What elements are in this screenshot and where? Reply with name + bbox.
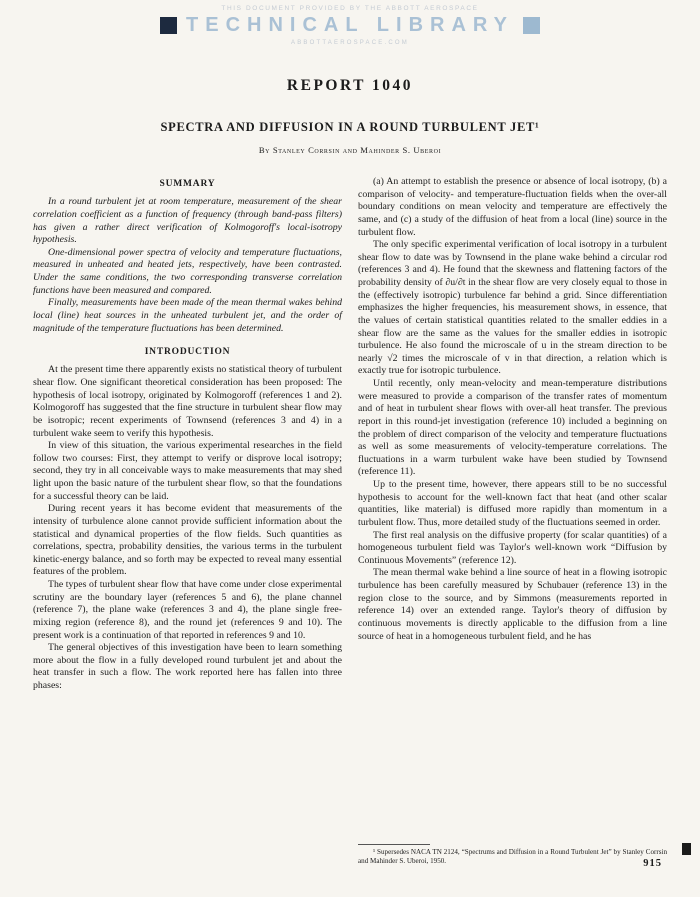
- paragraph: Finally, measurements have been made of the mean thermal wakes behind local (line) heat sources in the unheated turbulent jet, and the order of magnitude of the temperature fluctuations has been determined.: [33, 297, 342, 334]
- logo-light-square-icon: [523, 17, 540, 34]
- byline: By Stanley Corrsin and Mahinder S. Uberoi: [258, 145, 442, 155]
- watermark-provider-text: THIS DOCUMENT PROVIDED BY THE ABBOTT AEROSPACE: [221, 5, 479, 12]
- paragraph: (a) An attempt to establish the presence or absence of local isotropy, (b) a comparison of velocity- and temperature-fluctuation fields when the over-all boundary conditions on mean velocity and temperature are effectively the same, and (c) a study of the diffusion of heat from a local (line) source in the turbulent flow.: [358, 176, 667, 238]
- page-number: 915: [643, 858, 662, 869]
- watermark-title: TECHNICAL LIBRARY: [186, 14, 514, 36]
- paragraph: One-dimensional power spectra of velocity and temperature fluctuations, measured in unheated and heated jets, respectively, have been contrasted. Under the same conditions, the two corresponding transverse correlation functions have been measured and compared.: [33, 246, 342, 296]
- paragraph: The mean thermal wake behind a line source of heat in a flowing isotropic turbulence has been carefully measured by Schubauer (reference 13) in the region close to the source, and by Simmons (measurements reported in reference 14) over an extended range. Taylor's theory of diffusion by continuous movements is directly applicable to the diffusion from a line source of heat in a homogeneous turbulent field, and he has: [358, 567, 667, 642]
- paragraph: In a round turbulent jet at room temperature, measurement of the shear correlation coefficient as a function of frequency (through band-pass filters) has given a rather direct verification of Kolmogoroff's local-isotropy hypothesis.: [33, 196, 342, 246]
- logo-dark-square-icon: [160, 17, 177, 34]
- two-column-body: [0, 176, 700, 866]
- footnote-divider: [358, 844, 430, 845]
- footnote: [358, 838, 667, 866]
- watermark-logo: [0, 14, 700, 37]
- right-column: [358, 176, 667, 866]
- paragraph: The general objectives of this investigation have been to learn something more about the flow in a fully developed round turbulent jet and about the heat transfer in such a flow. The work reported here has fallen into three phases:: [33, 642, 342, 691]
- paragraph: In view of this situation, the various experimental researches in the field follow two courses: First, they attempt to verify or disprove local isotropy; second, they try in all conceivable ways to make measurements that may shed light upon the basic nature of the turbulent shear flow, so that the foundations for a successful theory can be laid.: [33, 440, 342, 502]
- section-heading-introduction: INTRODUCTION: [144, 347, 231, 358]
- scan-artifact: [682, 843, 691, 855]
- paragraph: The types of turbulent shear flow that have come under close experimental scrutiny are the boundary layer (references 5 and 6), the plane channel (reference 7), the plane wake (references 3 and 4), the plane single free-mixing region (reference 8), and the round jet (references 9 and 10). The present work is a continuation of that reported in references 9 and 10.: [33, 579, 342, 641]
- paragraph: The only specific experimental verification of local isotropy in a turbulent shear flow to date was by Townsend in the plane wake behind a circular rod (references 3 and 4). He found that the skewness and flattening factors of the probability density of ∂u/∂t in the shear flow are very closely equal to those in the (effectively isotropic) turbulence far behind a grid. Since differentiation emphasizes the higher frequencies, his measurement shows, in essence, that the values of certain statistical quantities related to the smaller eddies in a shear flow are the same as the values for the smaller eddies in isotropic turbulence. He also found the microscale of u in the stream direction to be nearly √2 times the microscale of v in that direction, a relation which is exactly true for isotropic turbulence.: [358, 239, 667, 377]
- left-column: [33, 176, 342, 866]
- section-heading-summary: SUMMARY: [159, 179, 216, 189]
- footnote-text: ¹ Supersedes NACA TN 2124, “Spectrums and Diffusion in a Round Turbulent Jet” by Stanley Corrsin and Mahinder S. Uberoi, 1950.: [358, 847, 667, 865]
- watermark-header: [0, 0, 700, 46]
- paper-title: SPECTRA AND DIFFUSION IN A ROUND TURBULENT JET¹: [160, 120, 540, 134]
- paragraph: At the present time there apparently exists no statistical theory of turbulent shear flow. One significant theoretical consideration has been proposed: The hypothesis of local isotropy, originated by Kolmogoroff (references 1 and 2). Kolmogoroff has suggested that the fine structure in turbulent shear flow may be isotropic; recent experiments of Townsend (references 3 and 4) in a turbulent wake seem to verify this hypothesis.: [33, 364, 342, 439]
- paragraph: Up to the present time, however, there appears still to be no successful hypothesis to account for the well-known fact that heat (and other scalar quantities, like material) is diffused more rapidly than momentum in a turbulent flow. Thus, more detailed study of the fluctuations seemed in order.: [358, 479, 667, 528]
- paragraph: Until recently, only mean-velocity and mean-temperature distributions were measured to provide a comparison of the transfer rates of momentum and of heat in turbulent shear flows with over-all heat transfer. The previous report in this round-jet investigation (reference 10) included a beginning on the problem of direct comparison of the velocity and temperature fluctuations as well as some measurements of velocity-temperature correlations. The fluctuations in a warm turbulent wake have been studied by Townsend (reference 11).: [358, 378, 667, 478]
- watermark-domain-text: ABBOTTAEROSPACE.COM: [291, 40, 409, 46]
- report-number: REPORT 1040: [286, 77, 414, 94]
- paragraph: During recent years it has become evident that measurements of the intensity of turbulence alone cannot provide sufficient information about the statistical and dynamical properties of the flow fields. Such quantities as correlations, spectra, probability densities, the various terms in the turbulent kinetic-energy balance, and so forth may be expected to reveal many essential features of the problem.: [33, 503, 342, 578]
- paragraph: The first real analysis on the diffusive property (for scalar quantities) of a homogeneous turbulent field was Taylor's well-known work “Diffusion by Continuous Movements” (reference 12).: [358, 529, 667, 566]
